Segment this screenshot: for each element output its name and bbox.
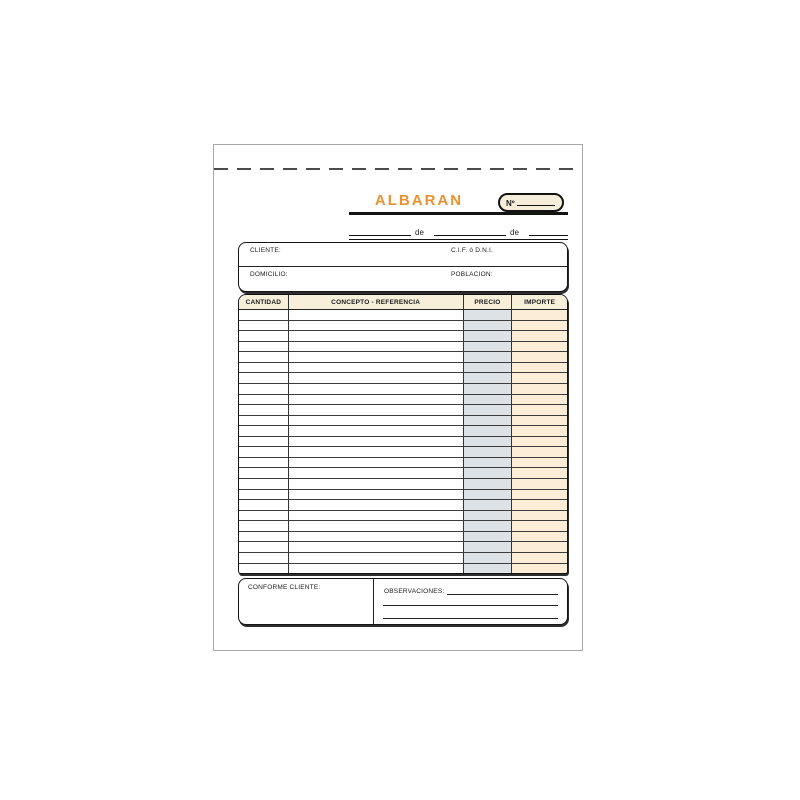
client-box (238, 242, 568, 292)
table-cell-c3 (464, 310, 513, 320)
table-cell-c4 (512, 479, 567, 489)
table-cell-c4 (512, 331, 567, 341)
table-body (239, 310, 567, 573)
table-cell-c4 (512, 437, 567, 447)
table-cell-c2 (289, 321, 464, 331)
number-label: Nº (506, 199, 515, 208)
cliente-label: CLIENTE: (250, 247, 281, 254)
table-cell-c3 (464, 373, 513, 383)
table-cell-c4 (512, 416, 567, 426)
table-cell-c2 (289, 373, 464, 383)
table-row (239, 331, 567, 342)
table-cell-c1 (239, 405, 289, 415)
title-rule (349, 212, 568, 215)
table-cell-c3 (464, 395, 513, 405)
table-row (239, 405, 567, 416)
table-cell-c1 (239, 511, 289, 521)
table-cell-c1 (239, 521, 289, 531)
table-row (239, 352, 567, 363)
column-header-importe: IMPORTE (524, 298, 556, 306)
table-cell-c3 (464, 384, 513, 394)
table-cell-c2 (289, 405, 464, 415)
table-cell-c4 (512, 342, 567, 352)
table-cell-c1 (239, 321, 289, 331)
table-row (239, 532, 567, 543)
table-cell-c3 (464, 363, 513, 373)
table-cell-c1 (239, 542, 289, 552)
table-row (239, 564, 567, 574)
domicilio-label: DOMICILIO: (250, 270, 288, 278)
table-cell-c2 (289, 395, 464, 405)
table-cell-c3 (464, 468, 513, 478)
table-cell-c1 (239, 490, 289, 500)
table-cell-c4 (512, 321, 567, 331)
observaciones-write-line-2 (383, 605, 558, 606)
table-cell-c4 (512, 405, 567, 415)
date-line (349, 223, 568, 237)
poblacion-label: POBLACION: (451, 270, 493, 278)
table-row (239, 437, 567, 448)
table-cell-c2 (289, 458, 464, 468)
table-row (239, 416, 567, 427)
table-cell-c3 (464, 437, 513, 447)
conforme-cliente-label: CONFORME CLIENTE: (248, 584, 321, 591)
table-cell-c2 (289, 352, 464, 362)
table-cell-c4 (512, 468, 567, 478)
table-cell-c2 (289, 511, 464, 521)
table-cell-c3 (464, 426, 513, 436)
table-cell-c2 (289, 521, 464, 531)
table-row (239, 321, 567, 332)
table-cell-c1 (239, 342, 289, 352)
table-cell-c1 (239, 363, 289, 373)
table-cell-c3 (464, 416, 513, 426)
table-cell-c4 (512, 384, 567, 394)
table-cell-c3 (464, 532, 513, 542)
table-cell-c4 (512, 532, 567, 542)
conforme-cliente-cell (239, 579, 374, 624)
table-cell-c4 (512, 310, 567, 320)
date-year-line (529, 223, 568, 236)
table-cell-c1 (239, 468, 289, 478)
table-row (239, 342, 567, 353)
table-cell-c2 (289, 384, 464, 394)
date-day-line (349, 223, 411, 236)
form-title: ALBARAN (374, 192, 464, 209)
date-de-2: de (510, 228, 519, 237)
table-row (239, 500, 567, 511)
table-cell-c2 (289, 500, 464, 510)
table-cell-c1 (239, 447, 289, 457)
table-cell-c1 (239, 532, 289, 542)
table-cell-c4 (512, 542, 567, 552)
client-row-2 (239, 267, 567, 291)
table-row (239, 458, 567, 469)
table-cell-c2 (289, 426, 464, 436)
table-cell-c2 (289, 532, 464, 542)
table-cell-c4 (512, 458, 567, 468)
client-row-1 (239, 243, 567, 267)
table-cell-c1 (239, 426, 289, 436)
date-month-line (434, 223, 506, 236)
table-cell-c3 (464, 321, 513, 331)
table-cell-c1 (239, 553, 289, 563)
table-cell-c2 (289, 479, 464, 489)
table-row (239, 384, 567, 395)
table-row (239, 521, 567, 532)
table-cell-c3 (464, 479, 513, 489)
observaciones-row (384, 588, 558, 595)
table-cell-c2 (289, 342, 464, 352)
table-cell-c4 (512, 426, 567, 436)
observaciones-cell (374, 579, 567, 624)
table-cell-c4 (512, 500, 567, 510)
observaciones-write-line-3 (383, 618, 558, 619)
table-cell-c3 (464, 542, 513, 552)
table-cell-c1 (239, 373, 289, 383)
table-cell-c1 (239, 352, 289, 362)
table-cell-c1 (239, 416, 289, 426)
observaciones-write-line-1 (447, 588, 558, 595)
table-cell-c3 (464, 331, 513, 341)
table-cell-c3 (464, 553, 513, 563)
cif-dni-label: C.I.F. ó D.N.I. (451, 247, 494, 254)
table-row (239, 363, 567, 374)
table-cell-c4 (512, 490, 567, 500)
table-row (239, 511, 567, 522)
table-cell-c4 (512, 564, 567, 574)
table-row (239, 447, 567, 458)
table-cell-c4 (512, 363, 567, 373)
table-cell-c2 (289, 363, 464, 373)
table-cell-c4 (512, 511, 567, 521)
table-cell-c3 (464, 521, 513, 531)
table-cell-c2 (289, 447, 464, 457)
table-cell-c2 (289, 468, 464, 478)
table-cell-c2 (289, 564, 464, 574)
table-row (239, 479, 567, 490)
table-cell-c2 (289, 310, 464, 320)
table-cell-c2 (289, 437, 464, 447)
table-row (239, 468, 567, 479)
table-cell-c1 (239, 437, 289, 447)
column-header-cantidad: CANTIDAD (239, 295, 289, 309)
table-cell-c3 (464, 352, 513, 362)
table-cell-c2 (289, 416, 464, 426)
table-cell-c4 (512, 395, 567, 405)
table-cell-c1 (239, 331, 289, 341)
table-cell-c1 (239, 384, 289, 394)
number-write-line (517, 195, 555, 206)
date-de-1: de (415, 228, 424, 237)
table-cell-c2 (289, 553, 464, 563)
table-cell-c3 (464, 447, 513, 457)
date-underline (349, 239, 568, 240)
table-cell-c1 (239, 564, 289, 574)
table-cell-c4 (512, 521, 567, 531)
albaran-form-sheet (213, 144, 583, 651)
table-cell-c3 (464, 500, 513, 510)
table-row (239, 542, 567, 553)
table-cell-c3 (464, 511, 513, 521)
table-cell-c4 (512, 373, 567, 383)
table-row (239, 310, 567, 321)
table-row (239, 395, 567, 406)
table-header (239, 295, 567, 310)
table-cell-c3 (464, 342, 513, 352)
table-cell-c4 (512, 553, 567, 563)
table-cell-c3 (464, 564, 513, 574)
table-cell-c2 (289, 490, 464, 500)
column-header-concepto: CONCEPTO - REFERENCIA (289, 295, 464, 309)
table-cell-c2 (289, 542, 464, 552)
column-header-precio: PRECIO (464, 295, 513, 309)
table-cell-c3 (464, 405, 513, 415)
table-cell-c1 (239, 479, 289, 489)
number-field (498, 193, 564, 212)
table-cell-c1 (239, 310, 289, 320)
table-cell-c1 (239, 500, 289, 510)
table-cell-c4 (512, 352, 567, 362)
footer-box (238, 578, 568, 625)
table-cell-c2 (289, 331, 464, 341)
table-cell-c3 (464, 458, 513, 468)
table-row (239, 553, 567, 564)
table-row (239, 490, 567, 501)
perforation-dashed-line (214, 168, 582, 170)
table-cell-c1 (239, 395, 289, 405)
items-table (238, 294, 568, 574)
table-cell-c1 (239, 458, 289, 468)
table-cell-c4 (512, 447, 567, 457)
table-row (239, 426, 567, 437)
observaciones-label: OBSERVACIONES: (384, 588, 445, 595)
table-cell-c3 (464, 490, 513, 500)
table-row (239, 373, 567, 384)
